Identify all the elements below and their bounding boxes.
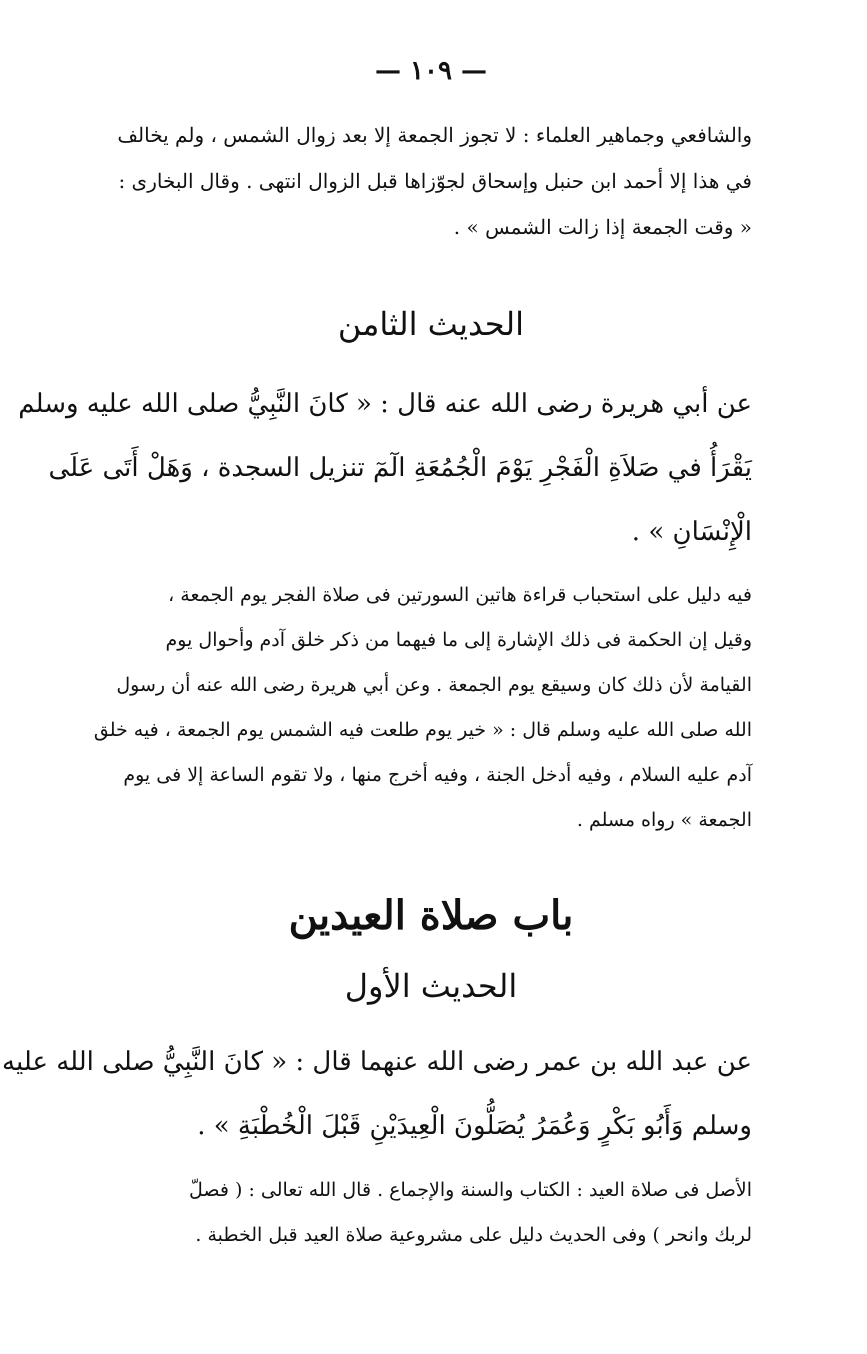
hadith-line: يَقْرَأُ في صَلاَةِ الْفَجْرِ يَوْمَ الْجُمُعَةِ الٓمٓ تنزيل السجدة ، وَهَلْ أَتَى عَلَى: [48, 453, 752, 483]
hadith-line: عن عبد الله بن عمر رضى الله عنهما قال : « كانَ النَّبِيُّ صلى الله عليه: [2, 1047, 752, 1077]
hadith-1-text: [2, 1030, 752, 1158]
hadith-8-title: الحديث الثامن: [337, 305, 525, 343]
hadith-line: وسلم وَأَبُو بَكْرٍ وَعُمَرُ يُصَلُّونَ الْعِيدَيْنِ قَبْلَ الْخُطْبَةِ » .: [197, 1111, 752, 1141]
commentary-line: لربك وانحر ) وفى الحديث دليل على مشروعية صلاة العيد قبل الخطبة .: [195, 1224, 752, 1246]
hadith-line: الْإِنْسَانِ » .: [631, 517, 752, 547]
hadith-1-title: الحديث الأول: [344, 967, 518, 1005]
hadith-8-commentary: [93, 573, 752, 843]
hadith-8-text: [18, 372, 752, 564]
chapter-title: باب صلاة العيدين: [288, 892, 574, 939]
intro-line: والشافعي وجماهير العلماء : لا تجوز الجمعة إلا بعد زوال الشمس ، ولم يخالف: [117, 123, 752, 147]
page-number: — ١٠٩ —: [374, 56, 488, 86]
intro-line: « وقت الجمعة إذا زالت الشمس » .: [453, 215, 752, 239]
commentary-line: القيامة لأن ذلك كان وسيقع يوم الجمعة . وعن أبي هريرة رضى الله عنه أن رسول: [116, 674, 752, 696]
intro-paragraph: [110, 112, 752, 250]
commentary-line: آدم عليه السلام ، وفيه أدخل الجنة ، وفيه أخرج منها ، ولا تقوم الساعة إلا فى يوم: [123, 764, 752, 786]
hadith-line: عن أبي هريرة رضى الله عنه قال : « كانَ النَّبِيُّ صلى الله عليه وسلم: [18, 389, 752, 419]
commentary-line: الجمعة » رواه مسلم .: [576, 809, 752, 831]
hadith-1-commentary: [110, 1168, 752, 1258]
commentary-line: فيه دليل على استحباب قراءة هاتين السورتين فى صلاة الفجر يوم الجمعة ،: [168, 584, 752, 606]
commentary-line: الله صلى الله عليه وسلم قال : « خير يوم طلعت فيه الشمس يوم الجمعة ، فيه خلق: [93, 719, 752, 741]
commentary-line: وقيل إن الحكمة فى ذلك الإشارة إلى ما فيهما من ذكر خلق آدم وأحوال يوم: [165, 629, 752, 651]
intro-line: في هذا إلا أحمد ابن حنبل وإسحاق لجوّزاها قبل الزوال انتهى . وقال البخارى :: [118, 169, 752, 193]
commentary-line: الأصل فى صلاة العيد : الكتاب والسنة والإجماع . قال الله تعالى : ( فصلّ: [189, 1179, 752, 1201]
